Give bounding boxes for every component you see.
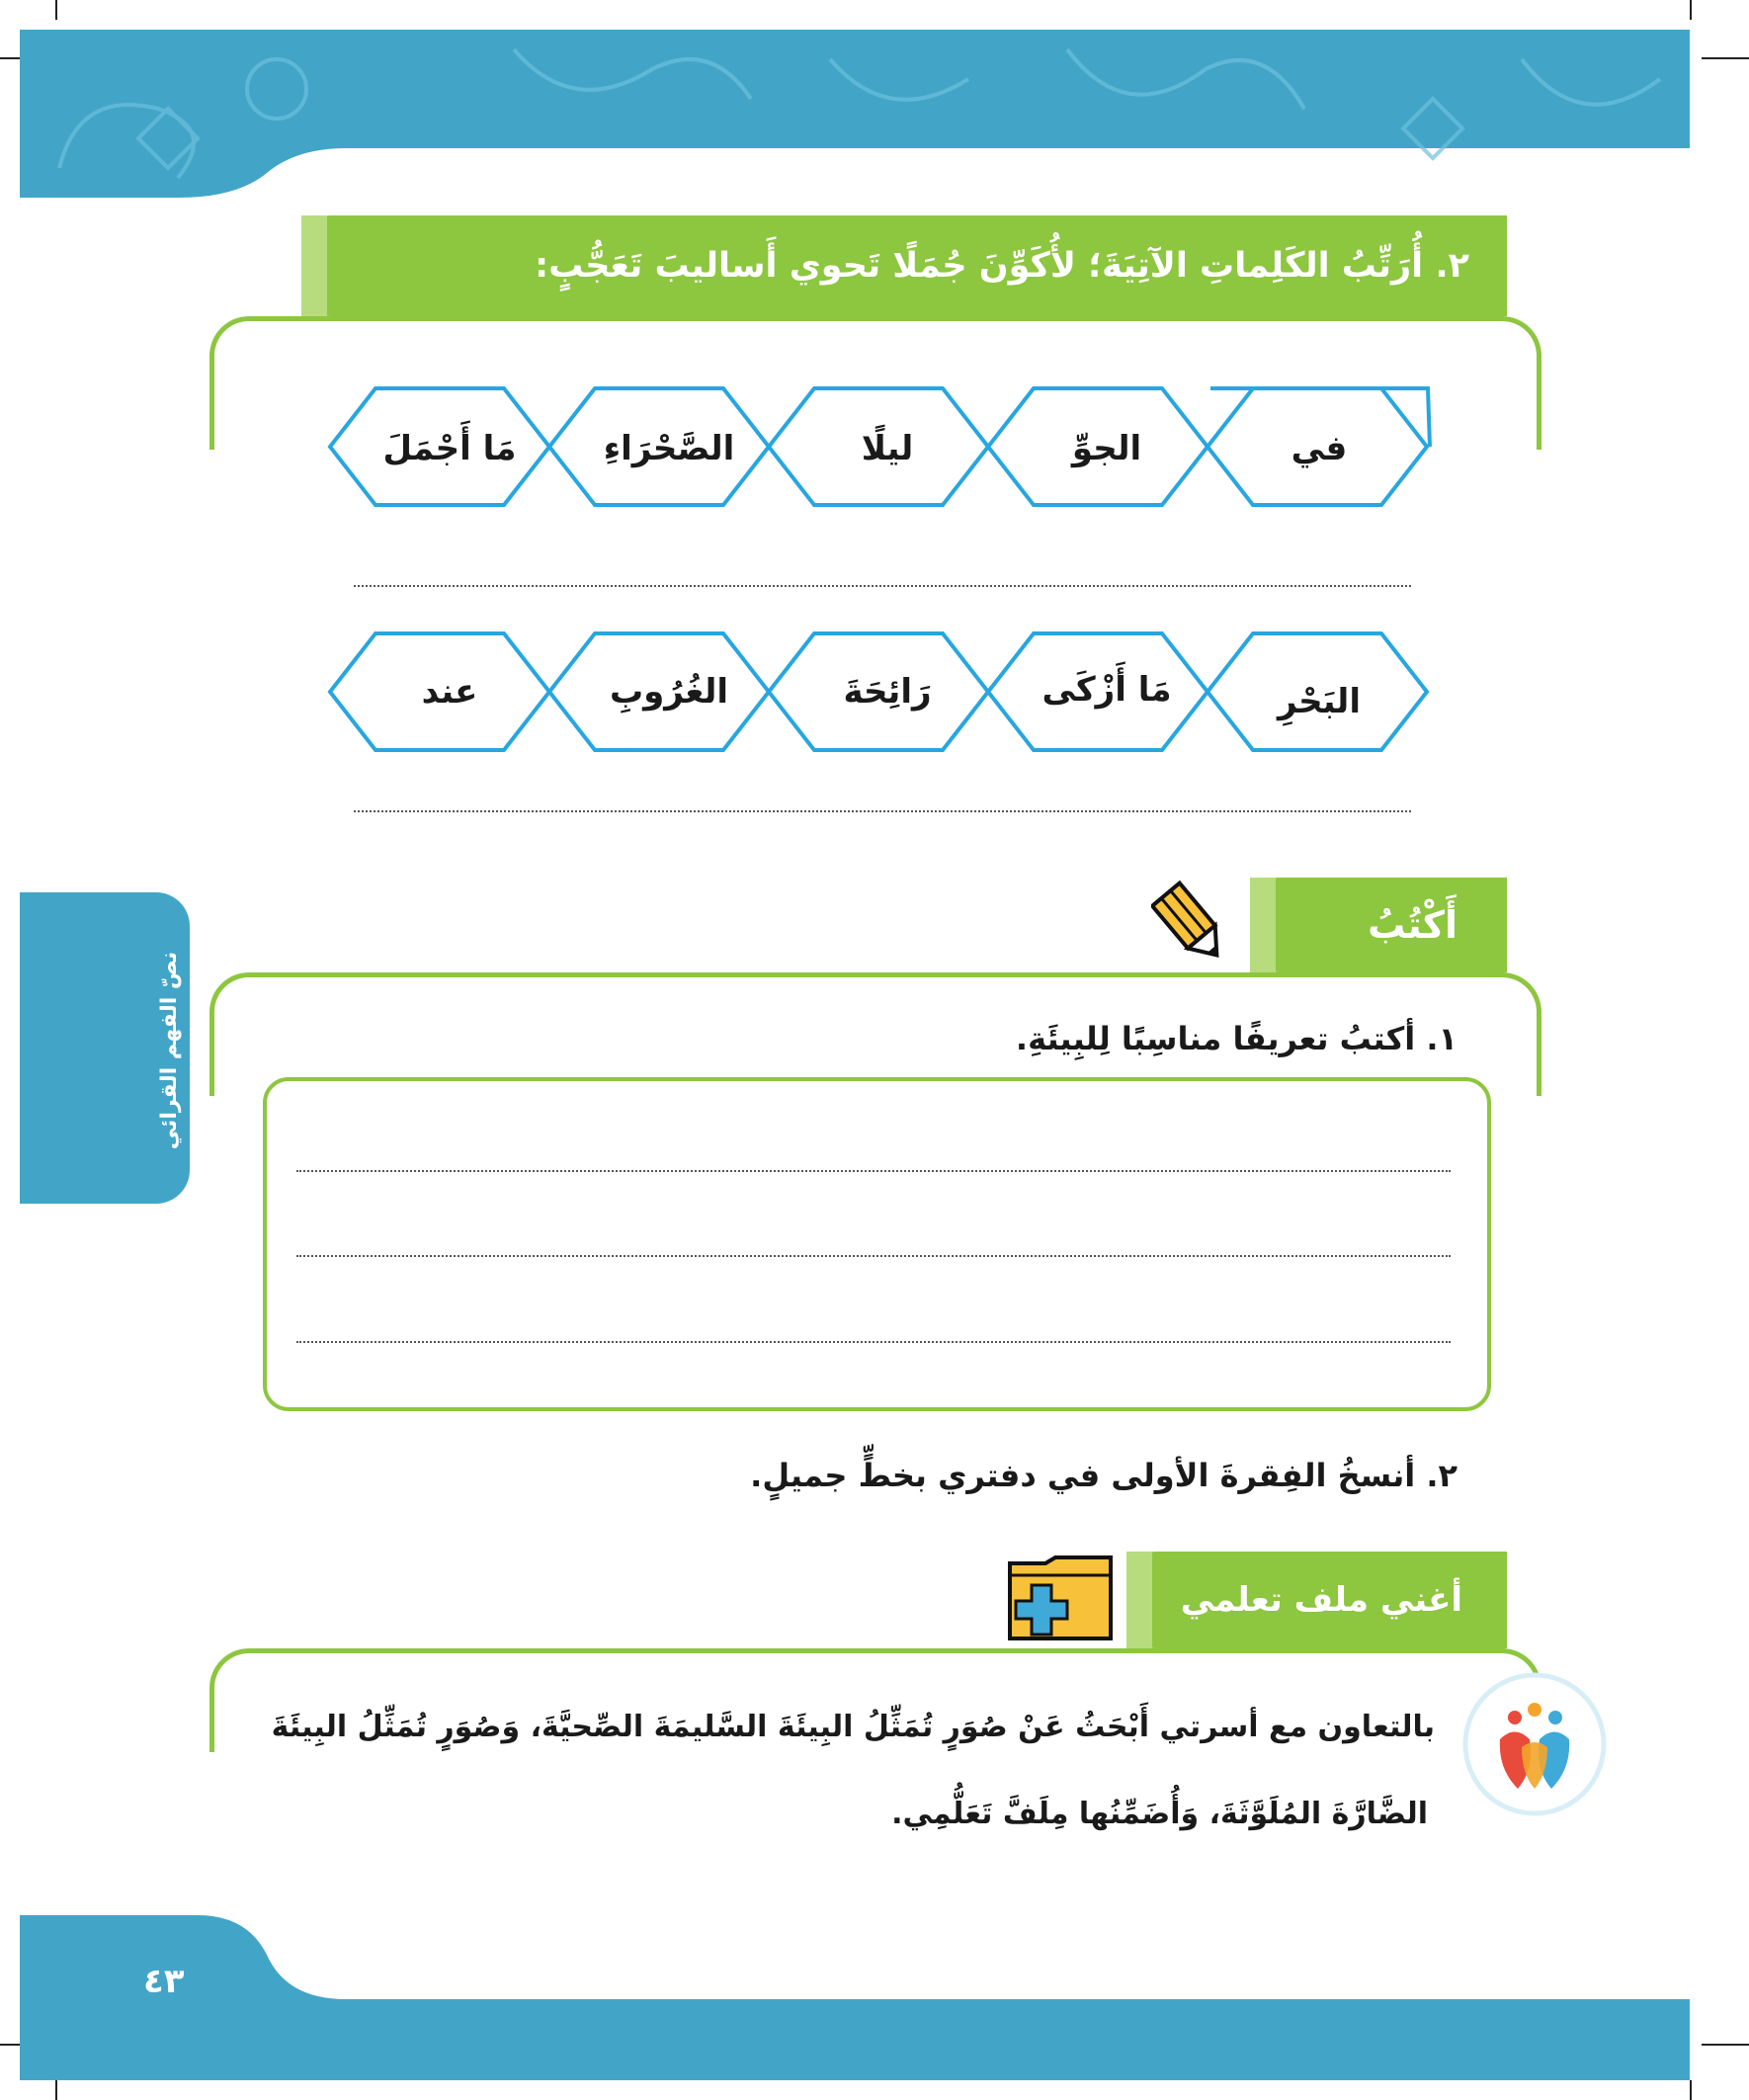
hex-word: ليلًا	[861, 429, 914, 468]
crop-mark	[55, 0, 57, 20]
hex-word: الجوِّ	[1071, 429, 1142, 468]
answer-box[interactable]	[263, 1077, 1491, 1411]
hex-word: في	[1291, 429, 1348, 468]
answer-line[interactable]	[296, 1341, 1451, 1343]
portfolio-line-2: الضَّارَّةَ المُلَوَّثَةَ، وَأُضَمِّنُها مِلَفَّ تَعَلُّمِي.	[891, 1797, 1428, 1831]
header-shade	[1126, 1552, 1152, 1648]
write-title: أَكْتُبُ	[1368, 903, 1458, 947]
side-tab-label: نصّ الفهم القرائي	[157, 951, 182, 1150]
pencil-icon	[1151, 880, 1230, 968]
crop-mark	[55, 2080, 57, 2100]
hex-word: البَحْرِ	[1278, 682, 1361, 721]
answer-line[interactable]	[354, 585, 1411, 587]
top-banner	[20, 20, 1690, 198]
answer-line[interactable]	[354, 810, 1411, 812]
answer-line[interactable]	[296, 1170, 1451, 1172]
crop-mark	[1690, 0, 1692, 20]
crop-mark	[1702, 57, 1749, 59]
side-tab	[20, 892, 190, 1204]
write-question-2: ٢. أنسخُ الفِقرةَ الأولى في دفتري بخطٍّ جميلٍ.	[750, 1457, 1458, 1494]
header-shade	[1250, 878, 1276, 972]
exercise2-title: ٢. أُرَتِّبُ الكَلِماتِ الآتِيَةَ؛ لأُكَوِّنَ جُمَلًا تَحوي أَساليبَ تَعَجُّبٍ:	[535, 246, 1469, 286]
crop-mark	[1702, 2044, 1749, 2046]
portfolio-header	[1126, 1552, 1507, 1648]
bottom-bar	[20, 1915, 1690, 2080]
hex-word: الصَّحْرَاءِ	[603, 429, 735, 468]
hex-word: رَائِحَةَ	[843, 672, 932, 712]
header-shade	[301, 215, 327, 316]
write-header	[1250, 878, 1507, 972]
hex-word: مَا أَجْمَلَ	[382, 429, 517, 468]
exercise2-header	[301, 215, 1507, 316]
hex-word: عند	[421, 672, 478, 712]
family-icon	[1460, 1670, 1609, 1818]
hex-word: مَا أَزْكَى	[1041, 670, 1172, 710]
folder-plus-icon	[1006, 1554, 1115, 1642]
hex-word: الغُرُوبِ	[609, 672, 729, 712]
portfolio-line-1: بالتعاون مع أسرتي أَبْحَثُ عَنْ صُوَرٍ تُمَثِّلُ البِيئَةَ السَّليمَةَ الصِّحيَّةَ، وَصُوَرٍ تُمَثِّلُ البِيئَةَ	[271, 1710, 1435, 1744]
crop-mark	[1690, 2080, 1692, 2100]
write-question-1: ١. أكتبُ تعريفًا مناسِبًا لِلبِيئَةِ.	[1015, 1020, 1458, 1057]
answer-line[interactable]	[296, 1255, 1451, 1257]
page-number: ٤٣	[143, 1962, 185, 2001]
portfolio-title: أغني ملف تعلمي	[1180, 1580, 1462, 1620]
